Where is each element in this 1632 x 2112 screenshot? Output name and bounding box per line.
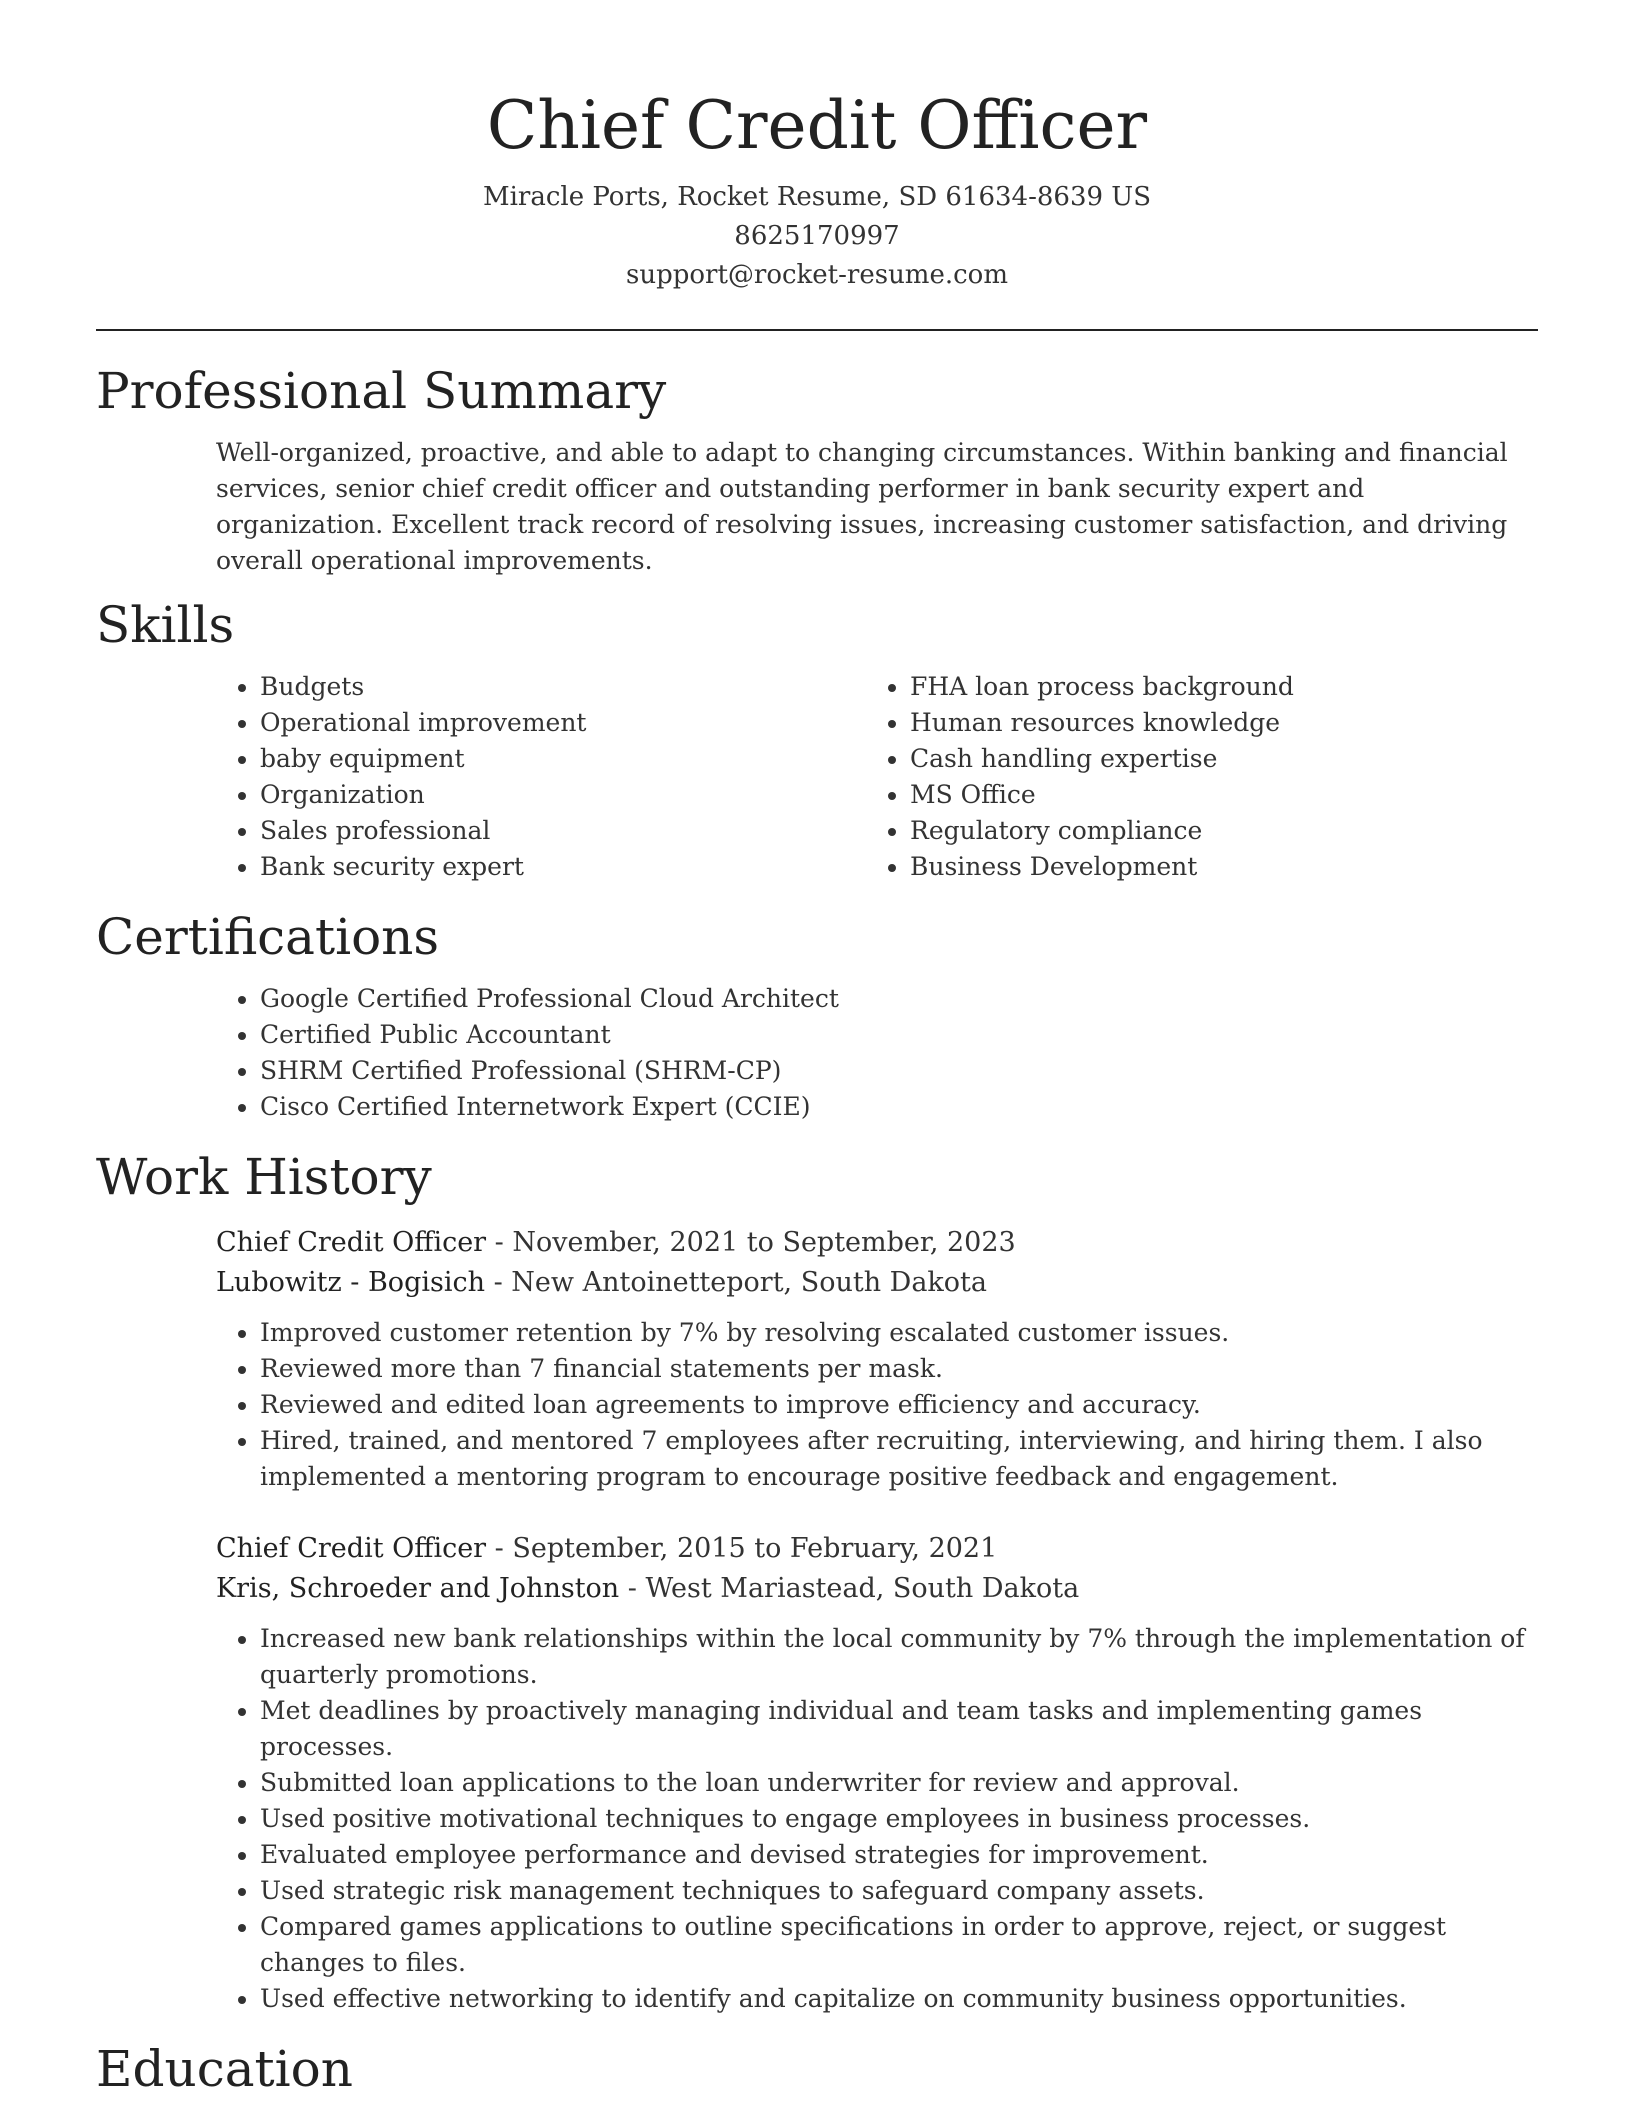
job-bullet: • Increased new bank relationships within the local community by 7% through the implementation of quarterly promotions. [260,1621,1538,1693]
job-title-line [216,1529,1538,1569]
certification-item: • Google Certified Professional Cloud Architect [260,981,1538,1017]
education-heading: Education [96,2040,353,2098]
skill-item: • Cash handling expertise [910,741,1516,777]
job-bullet: • Used strategic risk management techniques to safeguard company assets. [260,1873,1538,1909]
contact-info [96,178,1538,295]
job-dates: - November, 2021 to September, 2023 [486,1227,1016,1258]
certifications-heading: Certifications [96,908,440,966]
certifications-section [96,907,1538,1125]
job-bullet: • Met deadlines by proactively managing individual and team tasks and implementing games processes. [260,1693,1538,1765]
job-bullet: • Hired, trained, and mentored 7 employees after recruiting, interviewing, and hiring them. I also implemented a mentoring program to encourage positive feedback and engagement. [260,1423,1538,1495]
skill-item: • Bank security expert [260,849,866,885]
work-history-heading: Work History [96,1148,432,1206]
job-role: Chief Credit Officer [216,1533,487,1564]
job-bullet: • Used effective networking to identify and capitalize on community business opportunities. [260,1981,1538,2017]
address-text: Miracle Ports, Rocket Resume, SD 61634-8639 US [482,182,1152,212]
job-bullet: • Used positive motivational techniques to engage employees in business processes. [260,1801,1538,1837]
certification-item: • Certified Public Accountant [260,1017,1538,1053]
job-entry [216,1529,1538,2017]
skill-item: • Sales professional [260,813,866,849]
page-title: Chief Credit Officer [486,87,1148,164]
summary-text: Well-organized, proactive, and able to adapt to changing circumstances. Within banking and financial services, senior chief credit officer and outstanding performer in bank security expert and organization. Excellent track record of resolving issues, increasing customer satisfaction, and driving overall operational improvements. [216,438,1508,575]
job-role: Chief Credit Officer [216,1227,487,1258]
certification-item: • Cisco Certified Internetwork Expert (CCIE) [260,1089,1538,1125]
job-company: Kris, Schroeder and Johnston [216,1573,620,1604]
summary-heading: Professional Summary [96,362,667,420]
skill-item: • Regulatory compliance [910,813,1516,849]
job-location: - West Mariastead, South Dakota [619,1573,1080,1604]
job-bullet: • Submitted loan applications to the loan underwriter for review and approval. [260,1765,1538,1801]
summary-section [96,361,1538,579]
job-bullet: • Compared games applications to outline specifications in order to approve, reject, or suggest changes to files. [260,1909,1538,1981]
certification-item: • SHRM Certified Professional (SHRM-CP) [260,1053,1538,1089]
skill-item: • Organization [260,777,866,813]
phone-text: 8625170997 [734,221,900,251]
skills-section [96,595,1538,885]
job-bullet: • Evaluated employee performance and devised strategies for improvement. [260,1837,1538,1873]
skill-item: • Operational improvement [260,705,866,741]
resume-page [96,0,1538,2099]
skill-item: • FHA loan process background [910,669,1516,705]
job-title-line [216,1223,1538,1263]
work-history-section [96,1147,1538,2017]
skills-column-right [866,669,1516,885]
skills-heading: Skills [96,596,235,654]
education-section [96,2039,1538,2099]
skill-item: • Budgets [260,669,866,705]
header-divider [96,329,1538,331]
skill-item: • MS Office [910,777,1516,813]
job-dates: - September, 2015 to February, 2021 [486,1533,998,1564]
skill-item: • Business Development [910,849,1516,885]
job-company-line [216,1263,1538,1303]
job-company: Lubowitz - Bogisich [216,1267,485,1298]
resume-header [96,0,1538,295]
job-bullet: • Improved customer retention by 7% by resolving escalated customer issues. [260,1315,1538,1351]
job-bullet: • Reviewed and edited loan agreements to improve efficiency and accuracy. [260,1387,1538,1423]
skills-column-left [216,669,866,885]
skill-item: • Human resources knowledge [910,705,1516,741]
email-text: support@rocket-resume.com [625,260,1008,290]
job-entry [216,1223,1538,1495]
job-company-line [216,1569,1538,1609]
skill-item: • baby equipment [260,741,866,777]
job-bullet: • Reviewed more than 7 financial statements per mask. [260,1351,1538,1387]
job-location: - New Antoinetteport, South Dakota [485,1267,987,1298]
